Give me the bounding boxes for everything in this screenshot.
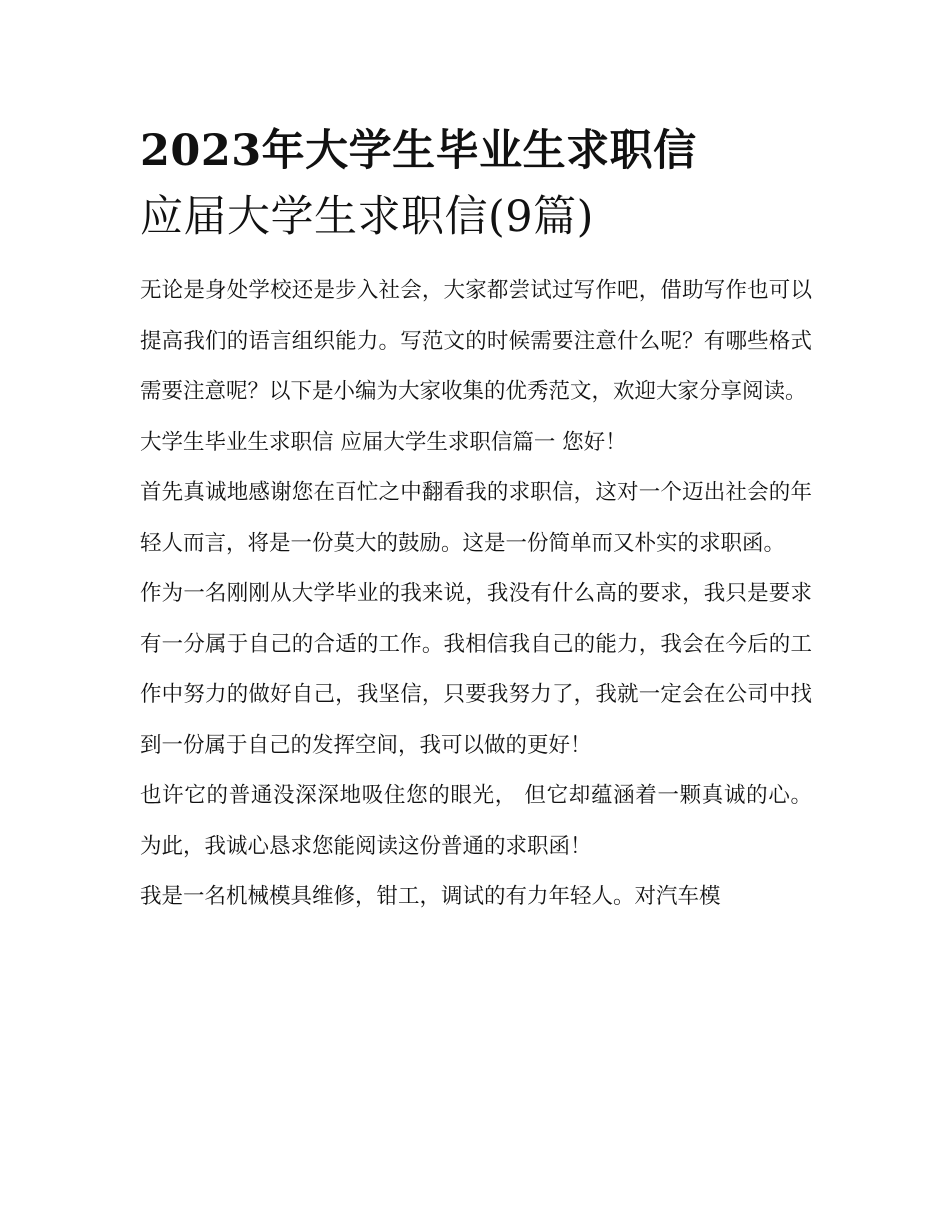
body-paragraph: 首先真诚地感谢您在百忙之中翻看我的求职信，这对一个迈出社会的年轻人而言，将是一份莫大的鼓励。这是一份简单而又朴实的求职函。 bbox=[140, 480, 812, 556]
body-paragraph: 也许它的普通没深深地吸住您的眼光， 但它却蕴涵着一颗真诚的心。为此，我诚心恳求您能阅读这份普通的求职函！ bbox=[140, 783, 812, 859]
document-page bbox=[140, 118, 812, 923]
title-line-2: 应届大学生求职信(9篇) bbox=[140, 192, 594, 242]
intro-paragraph: 无论是身处学校还是步入社会，大家都尝试过写作吧，借助写作也可以提高我们的语言组织能力。写范文的时候需要注意什么呢？有哪些格式需要注意呢？以下是小编为大家收集的优秀范文，欢迎大家分享阅读。 bbox=[140, 278, 812, 404]
section-heading-paragraph: 大学生毕业生求职信 应届大学生求职信篇一 您好！ bbox=[140, 429, 627, 455]
document-title bbox=[140, 118, 812, 250]
document-body bbox=[140, 266, 812, 923]
title-line-1: 2023年大学生毕业生求职信 bbox=[140, 126, 697, 176]
body-paragraph: 我是一名机械模具维修，钳工，调试的有力年轻人。对汽车模 bbox=[140, 884, 721, 909]
body-paragraph: 作为一名刚刚从大学毕业的我来说，我没有什么高的要求，我只是要求有一分属于自己的合适的工作。我相信我自己的能力，我会在今后的工作中努力的做好自己，我坚信，只要我努力了，我就一定会在公司中找到一份属于自己的发挥空间，我可以做的更好！ bbox=[140, 581, 812, 758]
